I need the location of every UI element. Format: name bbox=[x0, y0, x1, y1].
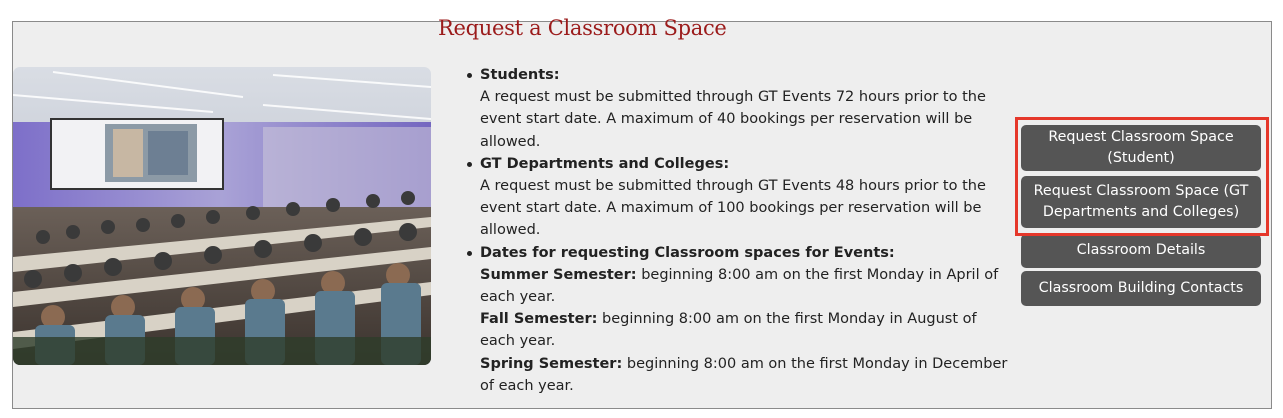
rule-departments bbox=[464, 153, 1012, 242]
rule-dates bbox=[464, 242, 1012, 397]
semester-name: Summer Semester: bbox=[480, 266, 637, 283]
semester-text: beginning 8:00 am on the first Monday in April of each year. bbox=[480, 266, 999, 306]
request-departments-button[interactable]: Request Classroom Space (GT Departments and Colleges) bbox=[1021, 176, 1261, 228]
lecture-hall-photo bbox=[13, 67, 431, 365]
highlight-box bbox=[1015, 117, 1269, 236]
semester-text: beginning 8:00 am on the first Monday in December of each year. bbox=[480, 355, 1008, 394]
building-contacts-button[interactable]: Classroom Building Contacts bbox=[1021, 271, 1261, 306]
rule-heading: Dates for requesting Classroom spaces for Events: bbox=[480, 244, 895, 261]
semester-text: beginning 8:00 am on the first Monday in August of each year. bbox=[480, 311, 977, 350]
rule-text: A request must be submitted through GT Events 48 hours prior to the event start date. A maximum of 100 bookings per reservation will be allowed. bbox=[480, 178, 986, 239]
rule-students bbox=[464, 64, 1012, 153]
rule-heading: GT Departments and Colleges: bbox=[480, 155, 730, 172]
classroom-details-button[interactable]: Classroom Details bbox=[1021, 234, 1261, 268]
semester-name: Spring Semester: bbox=[480, 355, 623, 372]
semester-name: Fall Semester: bbox=[480, 311, 598, 328]
page-title: Request a Classroom Space bbox=[438, 16, 727, 40]
rule-heading: Students: bbox=[480, 67, 560, 83]
request-student-button[interactable]: Request Classroom Space (Student) bbox=[1021, 125, 1261, 171]
request-rules bbox=[464, 64, 1012, 397]
rule-text: A request must be submitted through GT Events 72 hours prior to the event start date. A maximum of 40 bookings per reservation will be allowed. bbox=[480, 89, 986, 150]
